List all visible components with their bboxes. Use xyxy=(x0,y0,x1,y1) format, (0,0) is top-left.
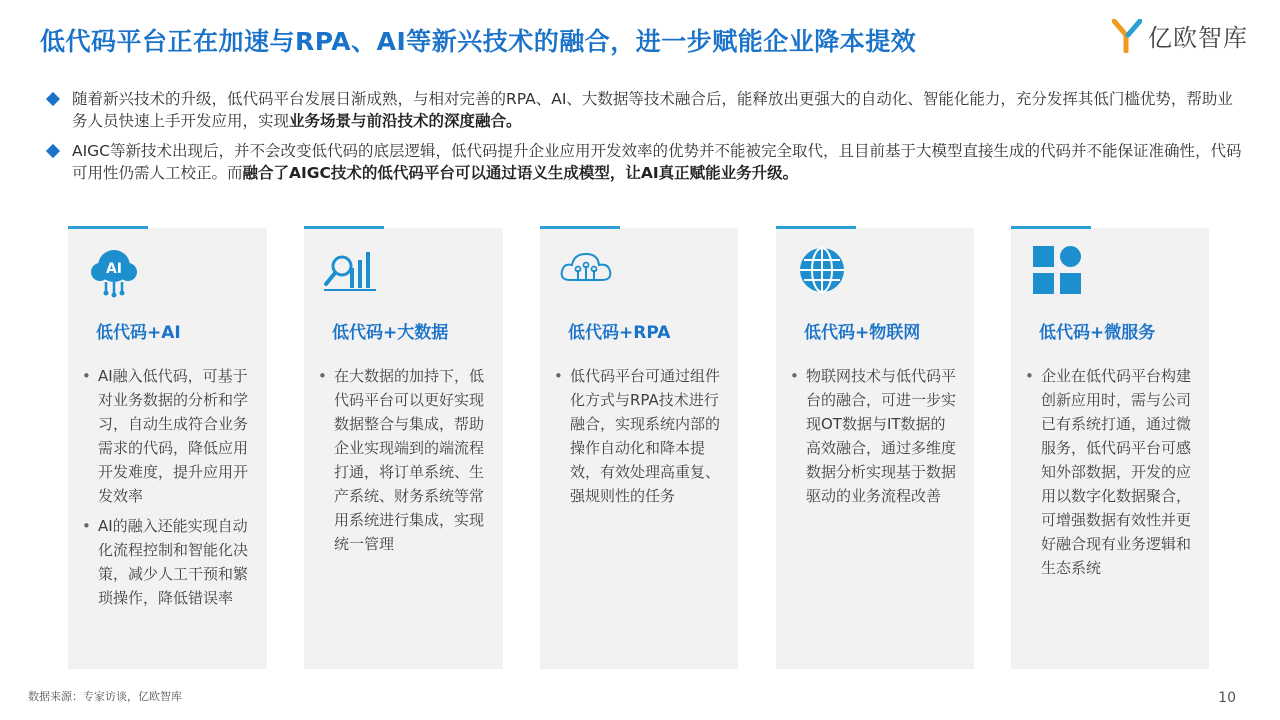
data-source-note: 数据来源：专家访谈，亿欧智库 xyxy=(28,690,182,703)
card-bullet-list xyxy=(82,364,249,616)
svg-text:AI: AI xyxy=(105,261,123,277)
globe-icon xyxy=(794,242,850,298)
card-lowcode-iot xyxy=(776,228,974,669)
page-number: 10 xyxy=(1218,690,1236,706)
intro-bullet-text xyxy=(72,140,1244,184)
intro-bullets xyxy=(44,88,1244,192)
card-lowcode-rpa xyxy=(540,228,738,669)
card-accent-bar xyxy=(540,226,620,229)
card-bullet-item: • 在大数据的加持下，低代码平台可以更好实现数据整合与集成，帮助企业实现端到的端流程打通，将订单系统、生产系统、财务系统等常用系统进行集成，实现统一管理 xyxy=(318,364,485,556)
card-bullet-item: • AI的融入还能实现自动化流程控制和智能化决策，减少人工干预和繁琐操作，降低错误率 xyxy=(82,514,249,610)
card-bullet-list xyxy=(790,364,956,514)
card-bullet-item: • 物联网技术与低代码平台的融合，可进一步实现OT数据与IT数据的高效融合，通过多维度数据分析实现基于数据驱动的业务流程改善 xyxy=(790,364,956,508)
diamond-bullet-icon xyxy=(46,144,60,158)
card-title: 低代码+AI xyxy=(96,323,181,343)
bullet-plain-text: 随着新兴技术的升级，低代码平台发展日渐成熟，与相对完善的RPA、AI、大数据等技术融合后，能释放出更强大的自动化、智能化能力，充分发挥其低门槛优势，帮助业务人员快速上手开发应用，实现 xyxy=(72,90,1233,130)
diamond-bullet-icon xyxy=(46,92,60,106)
intro-bullet-text xyxy=(72,88,1244,132)
card-bullet-item: • 企业在低代码平台构建创新应用时，需与公司已有系统打通，通过微服务，低代码平台可感知外部数据，开发的应用以数字化数据聚合，可增强数据有效性并更好融合现有业务逻辑和生态系统 xyxy=(1025,364,1191,580)
card-title: 低代码+大数据 xyxy=(332,323,449,343)
intro-bullet xyxy=(44,140,1244,184)
bullet-plain-text: AIGC等新技术出现后，并不会改变低代码的底层逻辑，低代码提升企业应用开发效率的优势并不能被完全取代，且目前基于大模型直接生成的代码并不能保证准确性，代码可用性仍需人工校正。而 xyxy=(72,142,1242,182)
intro-bullet xyxy=(44,88,1244,132)
card-title: 低代码+物联网 xyxy=(804,323,921,343)
card-bullet-list xyxy=(318,364,485,562)
logo-text: 亿欧智库 xyxy=(1148,24,1248,52)
cloud-circuit-icon xyxy=(558,242,614,298)
card-accent-bar xyxy=(776,226,856,229)
page-title: 低代码平台正在加速与RPA、AI等新兴技术的融合，进一步赋能企业降本提效 xyxy=(40,27,917,56)
ai-cloud-brain-icon xyxy=(86,242,142,298)
bullet-bold-text: 融合了AIGC技术的低代码平台可以通过语义生成模型，让AI真正赋能业务升级。 xyxy=(242,164,799,182)
card-accent-bar xyxy=(68,226,148,229)
yiou-logo-icon xyxy=(1112,19,1142,53)
card-bullet-item: • AI融入低代码，可基于对业务数据的分析和学习，自动生成符合业务需求的代码，降低应用开发难度，提升应用开发效率 xyxy=(82,364,249,508)
card-accent-bar xyxy=(304,226,384,229)
card-bullet-list xyxy=(554,364,720,514)
card-lowcode-ai xyxy=(68,228,267,669)
brand-logo xyxy=(1112,18,1248,53)
bar-chart-magnifier-icon xyxy=(322,242,378,298)
card-bullet-item: • 低代码平台可通过组件化方式与RPA技术进行融合，实现系统内部的操作自动化和降本提效，有效处理高重复、强规则性的任务 xyxy=(554,364,720,508)
card-bullet-list xyxy=(1025,364,1191,586)
grid-blocks-icon xyxy=(1029,242,1085,298)
card-title: 低代码+微服务 xyxy=(1039,323,1156,343)
card-lowcode-microservices xyxy=(1011,228,1209,669)
card-lowcode-bigdata xyxy=(304,228,503,669)
card-title: 低代码+RPA xyxy=(568,323,671,343)
card-accent-bar xyxy=(1011,226,1091,229)
bullet-bold-text: 业务场景与前沿技术的深度融合。 xyxy=(289,112,522,130)
